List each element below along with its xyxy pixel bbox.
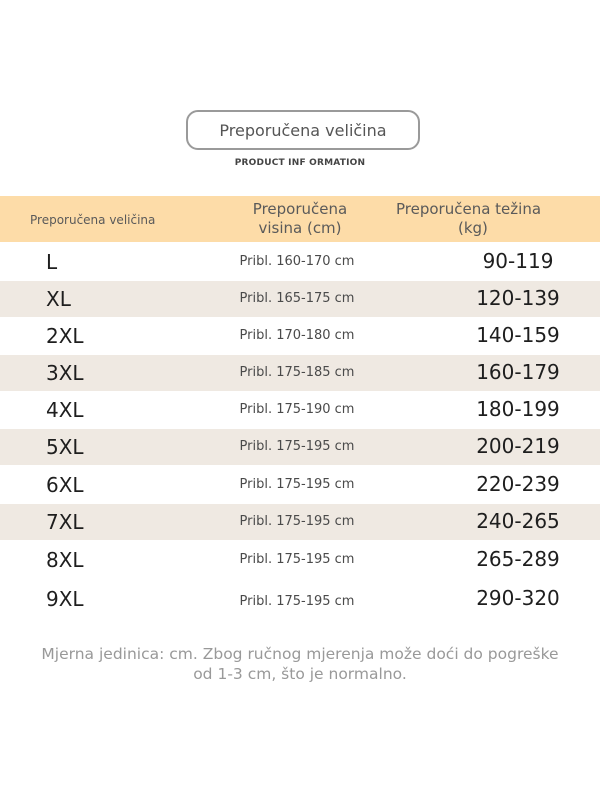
column-header-weight-line1: Preporučena težina (396, 200, 542, 218)
height-cell: Pribl. 175-195 cm (239, 439, 355, 454)
size-table-header (0, 196, 600, 242)
weight-cell: 160-179 (476, 360, 560, 384)
table-row (0, 281, 600, 317)
table-row (0, 244, 600, 280)
size-cell: 4XL (46, 398, 84, 422)
column-header-height (230, 200, 370, 238)
measurement-note-line2: od 1-3 cm, što je normalno. (193, 665, 407, 683)
column-header-weight-line2: (kg) (458, 219, 488, 237)
column-header-size: Preporučena veličina (30, 213, 156, 227)
measurement-note (20, 644, 580, 684)
column-header-height-line1: Preporučena (252, 200, 348, 218)
weight-cell: 200-219 (476, 434, 560, 458)
page-subtitle: PRODUCT INF ORMATION (234, 158, 366, 168)
weight-cell: 265-289 (476, 547, 560, 571)
page-title: Preporučena veličina (219, 120, 387, 140)
height-cell: Pribl. 175-195 cm (239, 514, 355, 529)
weight-cell: 180-199 (476, 397, 560, 421)
column-header-height-line2: visina (cm) (258, 219, 342, 237)
table-row (0, 581, 600, 617)
table-row (0, 318, 600, 354)
height-cell: Pribl. 175-195 cm (239, 594, 355, 609)
height-cell: Pribl. 175-195 cm (239, 552, 355, 567)
weight-cell: 120-139 (476, 286, 560, 310)
height-cell: Pribl. 165-175 cm (239, 291, 355, 306)
size-cell: 8XL (46, 548, 84, 572)
size-cell: L (46, 250, 58, 274)
size-cell: 3XL (46, 361, 84, 385)
height-cell: Pribl. 170-180 cm (239, 328, 355, 343)
size-cell: 9XL (46, 587, 84, 611)
table-row (0, 542, 600, 578)
height-cell: Pribl. 175-190 cm (239, 402, 355, 417)
weight-cell: 290-320 (476, 586, 560, 610)
size-cell: 5XL (46, 435, 84, 459)
size-cell: 7XL (46, 510, 84, 534)
title-badge (186, 110, 420, 150)
size-cell: XL (46, 287, 71, 311)
height-cell: Pribl. 175-195 cm (239, 477, 355, 492)
size-cell: 6XL (46, 473, 84, 497)
table-row (0, 467, 600, 503)
height-cell: Pribl. 160-170 cm (239, 254, 355, 269)
weight-cell: 220-239 (476, 472, 560, 496)
weight-cell: 240-265 (476, 509, 560, 533)
size-cell: 2XL (46, 324, 84, 348)
table-row (0, 392, 600, 428)
column-header-weight (396, 200, 566, 238)
weight-cell: 140-159 (476, 323, 560, 347)
table-row (0, 355, 600, 391)
table-row (0, 429, 600, 465)
table-row (0, 504, 600, 540)
measurement-note-line1: Mjerna jedinica: cm. Zbog ručnog mjerenja može doći do pogreške (41, 645, 559, 663)
height-cell: Pribl. 175-185 cm (239, 365, 355, 380)
weight-cell: 90-119 (482, 249, 554, 273)
